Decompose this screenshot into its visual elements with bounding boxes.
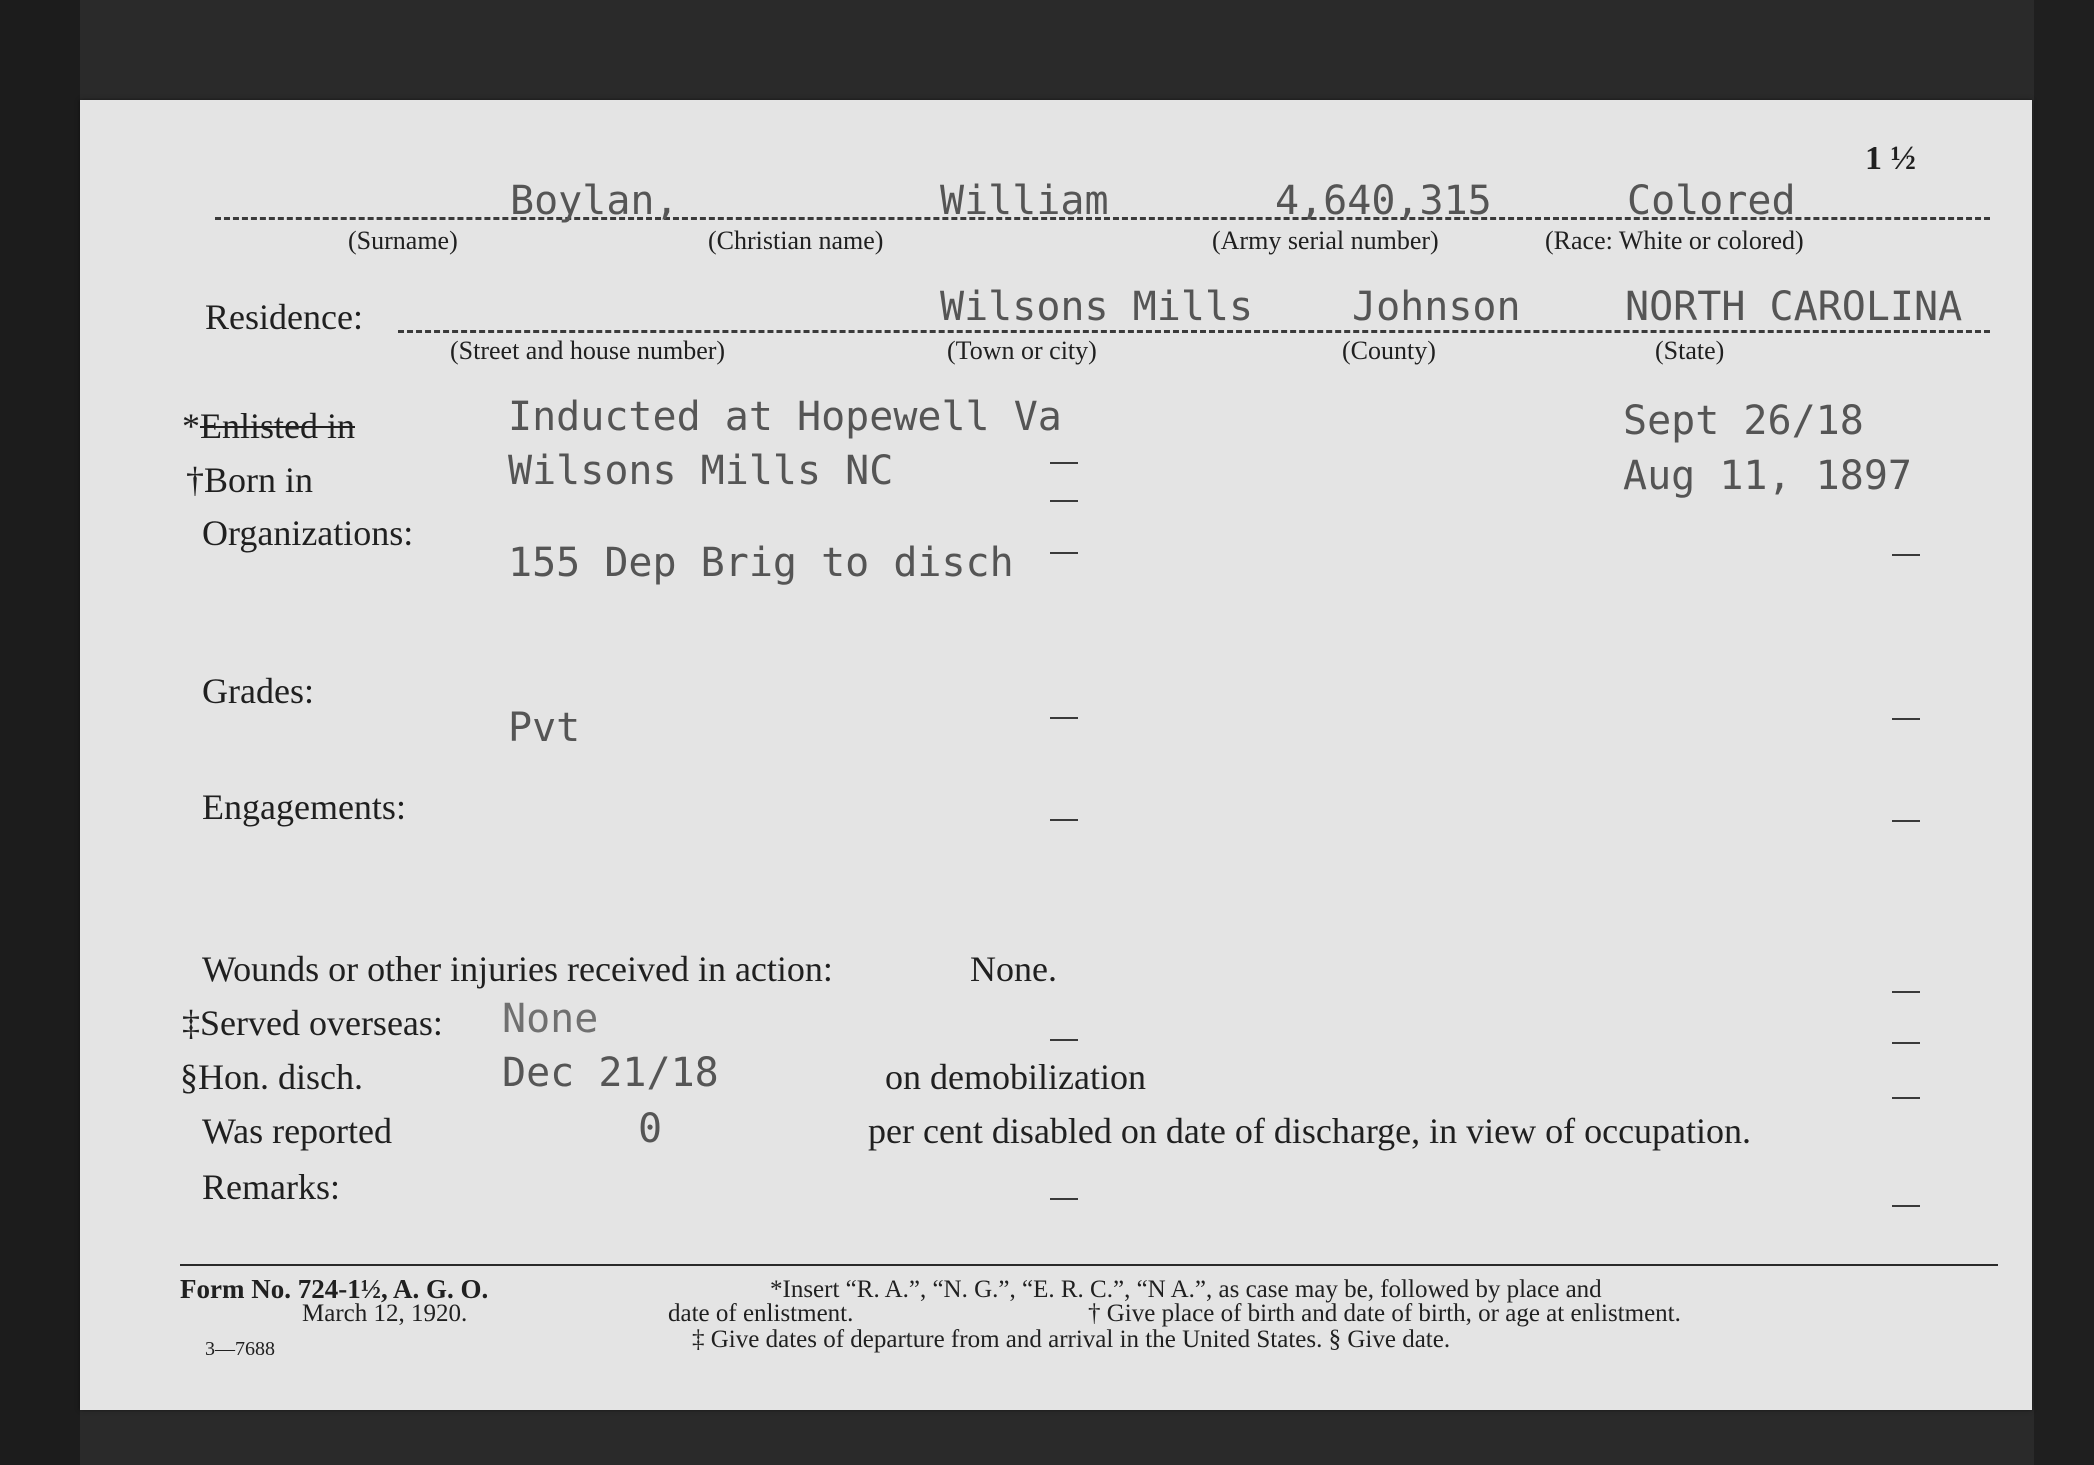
organizations-label: Organizations: xyxy=(202,513,414,553)
born-label: †Born in xyxy=(186,460,314,500)
county-caption: (County) xyxy=(1342,336,1436,365)
card-number: 1 ½ xyxy=(1865,140,1916,177)
residence-line xyxy=(398,330,1990,333)
christian-name-value: William xyxy=(940,178,1109,224)
enlisted-value: Inducted at Hopewell Va xyxy=(508,394,1062,440)
reported-text: per cent disabled on date of discharge, in view of occupation. xyxy=(868,1111,1752,1151)
dash-mark xyxy=(1050,462,1078,464)
hon-disch-text: on demobilization xyxy=(885,1057,1146,1097)
hon-disch-date: Dec 21/18 xyxy=(502,1050,719,1096)
residence-label: Residence: xyxy=(205,297,363,337)
residence-county-value: Johnson xyxy=(1352,284,1521,330)
dash-mark xyxy=(1050,717,1078,719)
grades-label: Grades: xyxy=(202,671,314,711)
dash-mark xyxy=(1892,820,1920,822)
dash-mark xyxy=(1050,819,1078,821)
race-caption: (Race: White or colored) xyxy=(1545,226,1804,255)
enlisted-label xyxy=(182,405,355,447)
form-date: March 12, 1920. xyxy=(302,1300,468,1327)
town-caption: (Town or city) xyxy=(947,336,1097,365)
remarks-label: Remarks: xyxy=(202,1167,340,1207)
footnote-insert-cont: date of enlistment. xyxy=(668,1300,854,1327)
residence-state-value: NORTH CAROLINA xyxy=(1625,284,1963,330)
surname-caption: (Surname) xyxy=(348,226,458,255)
dash-mark xyxy=(1892,1042,1920,1044)
organizations-value: 155 Dep Brig to disch xyxy=(508,540,1014,586)
reported-value: 0 xyxy=(638,1106,663,1152)
surname-value: Boylan, xyxy=(510,178,679,224)
grades-value: Pvt xyxy=(508,705,581,751)
christian-name-caption: (Christian name) xyxy=(708,226,884,255)
footnote-insert: *Insert “R. A.”, “N. G.”, “E. R. C.”, “N A.”, as case may be, followed by place and xyxy=(770,1276,1602,1303)
born-value: Wilsons Mills NC xyxy=(508,448,894,494)
dash-mark xyxy=(1050,552,1078,554)
state-caption: (State) xyxy=(1655,336,1725,365)
footer-rule xyxy=(180,1264,1998,1266)
born-date: Aug 11, 1897 xyxy=(1623,453,1912,499)
residence-town-value: Wilsons Mills xyxy=(940,284,1254,330)
dash-mark xyxy=(1050,1198,1078,1200)
wounds-value: None. xyxy=(970,949,1057,989)
dash-mark xyxy=(1892,1097,1920,1099)
scan-background-left xyxy=(0,0,80,1465)
enlisted-marker: * xyxy=(182,406,200,446)
dash-mark xyxy=(1892,991,1920,993)
scan-background-right xyxy=(2034,0,2094,1465)
enlisted-label-text: Enlisted in xyxy=(200,406,355,446)
form-number: Form No. 724-1½, A. G. O. xyxy=(180,1274,489,1304)
serial-number-value: 4,640,315 xyxy=(1275,178,1492,224)
hon-disch-label: §Hon. disch. xyxy=(180,1057,363,1097)
footnote-overseas: ‡ Give dates of departure from and arrival in the United States. § Give date. xyxy=(692,1326,1451,1353)
engagements-label: Engagements: xyxy=(202,787,406,827)
reported-label: Was reported xyxy=(202,1111,393,1151)
dash-mark xyxy=(1050,1039,1078,1041)
served-overseas-value: None xyxy=(502,996,599,1042)
dash-mark xyxy=(1892,1205,1920,1207)
dash-mark xyxy=(1050,500,1078,502)
dash-mark xyxy=(1892,718,1920,720)
enlisted-date: Sept 26/18 xyxy=(1623,398,1864,444)
street-caption: (Street and house number) xyxy=(450,336,726,365)
served-overseas-label: ‡Served overseas: xyxy=(182,1003,443,1043)
wounds-label: Wounds or other injuries received in action: xyxy=(202,949,833,989)
footnote-birth: † Give place of birth and date of birth, or age at enlistment. xyxy=(1088,1300,1681,1327)
service-record-card xyxy=(80,100,2032,1410)
print-code: 3—7688 xyxy=(205,1338,275,1360)
dash-mark xyxy=(1892,554,1920,556)
serial-number-caption: (Army serial number) xyxy=(1212,226,1439,255)
race-value: Colored xyxy=(1627,178,1796,224)
